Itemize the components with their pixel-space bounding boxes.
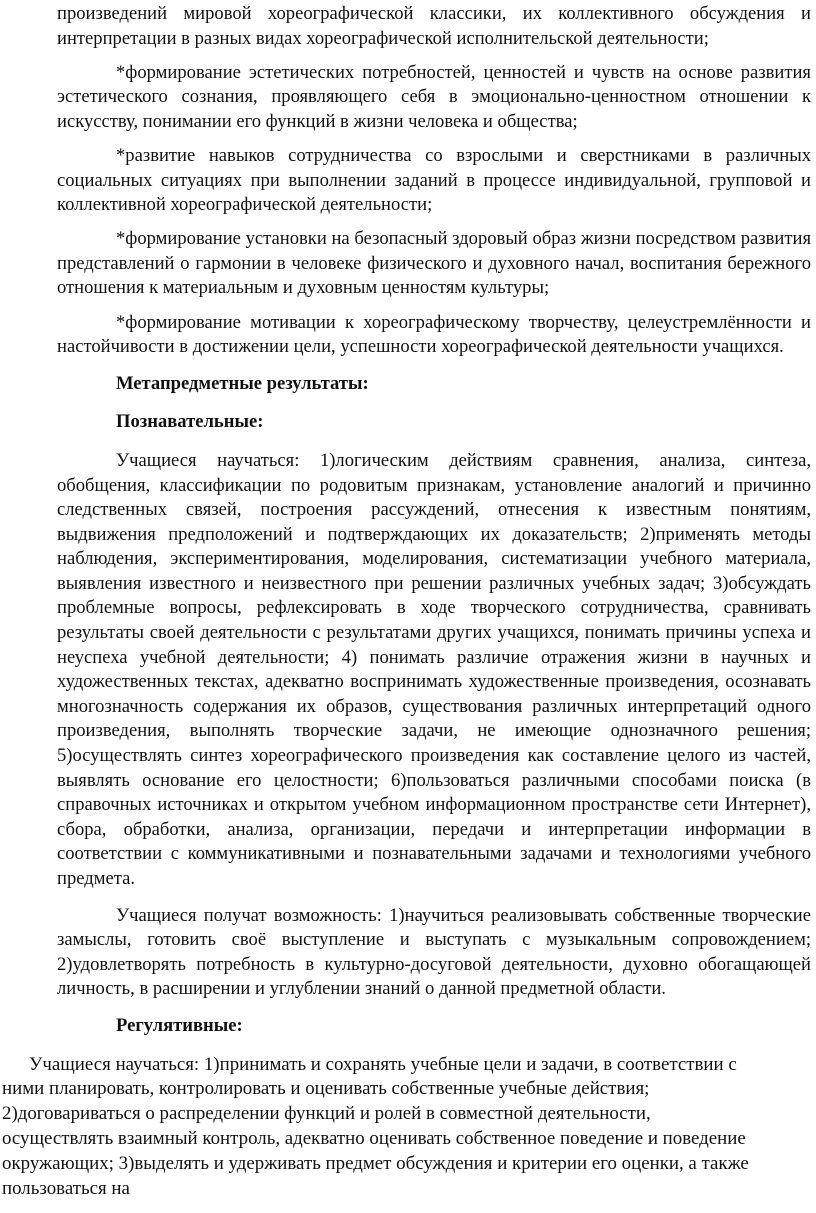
paragraph-regulative-learn: Учащиеся научаться: 1)принимать и сохранять учебные цели и задачи, в соответствии с ними планировать, контролировать и оценивать собственные учебные действия; 2)договариваться о распределении функций и ролей в совместной деятельности, осуществлять взаимный контроль, адекватно оценивать собственное поведение и поведение окружающих; 3)выделять и удерживать предмет обсуждения и критерии его оценки, а также пользоваться на bbox=[2, 1053, 749, 1199]
heading-meta-results: Метапредметные результаты: bbox=[116, 372, 369, 394]
paragraph-healthy-lifestyle: *формирование установки на безопасный здоровый образ жизни посредством развития представлений о гармонии в человеке физического и духовного начал, воспитания бережного отношения к материальным и духовным ценностям культуры; bbox=[57, 228, 811, 299]
heading-cognitive: Познавательные: bbox=[116, 411, 264, 433]
paragraph-cognitive-opportunity: Учащиеся получат возможность: 1)научиться реализовывать собственные творческие замыслы, готовить своё выступление и выступать с музыкальным сопровождением; 2)удовлетворять потребность в культурно-досуговой деятельности, духовно обогащающей личность, в расширении и углублении знаний о данной предметной области. bbox=[57, 904, 811, 1000]
heading-regulative: Регулятивные: bbox=[116, 1014, 243, 1036]
paragraph-cooperation-skills: *развитие навыков сотрудничества со взрослыми и сверстниками в различных социальных ситуациях при выполнении заданий в процессе индивидуальной, групповой и коллективной хореографической деятельности; bbox=[57, 144, 811, 216]
paragraph-cognitive-learn: Учащиеся научаться: 1)логическим действиям сравнения, анализа, синтеза, обобщения, классификации по родовитым признакам, установление аналогий и причинно следственных связей, построения рассуждений, отнесения к известным понятиям, выдвижения предположений и подтверждающих их доказательств; 2)применять методы наблюдения, экспериментирования, моделирования, систематизации учебного материала, выявления известного и неизвестного при решении различных учебных задач; 3)обсуждать проблемные вопросы, рефлексировать в ходе творческого сотрудничества, сравнивать результаты своей деятельности с результатами других учащихся, понимать причины успеха и неуспеха учебной деятельности; 4) понимать различие отражения жизни в научных и художественных текстах, адекватно воспринимать художественные произведения, осознавать многозначность содержания их образов, существования различных интерпретаций одного произведения, выполнять творческие задачи, не имеющие однозначного решения; 5)осуществлять синтез хореографического произведения как составление целого из частей, выявлять основание его целостности; 6)пользоваться различными способами поиска (в справочных источниках и открытом учебном информационном пространстве сети Интернет), сбора, обработки, анализа, организации, передачи и интерпретации информации в соответствии с коммуникативными и познавательными задачами и технологиями учебного предмета. bbox=[57, 449, 811, 889]
paragraph-continuation: произведений мировой хореографической классики, их коллективного обсуждения и интерпретации в разных видах хореографической исполнительской деятельности; bbox=[57, 3, 811, 49]
paragraph-motivation: *формирование мотивации к хореографическому творчеству, целеустремлённости и настойчивости в достижении цели, успешности хореографической деятельности учащихся. bbox=[57, 311, 811, 358]
paragraph-aesthetic-needs: *формирование эстетических потребностей, ценностей и чувств на основе развития эстетического сознания, проявляющего себя в эмоционально-ценностном отношении к искусству, понимании его функций в жизни человека и общества; bbox=[57, 61, 811, 132]
